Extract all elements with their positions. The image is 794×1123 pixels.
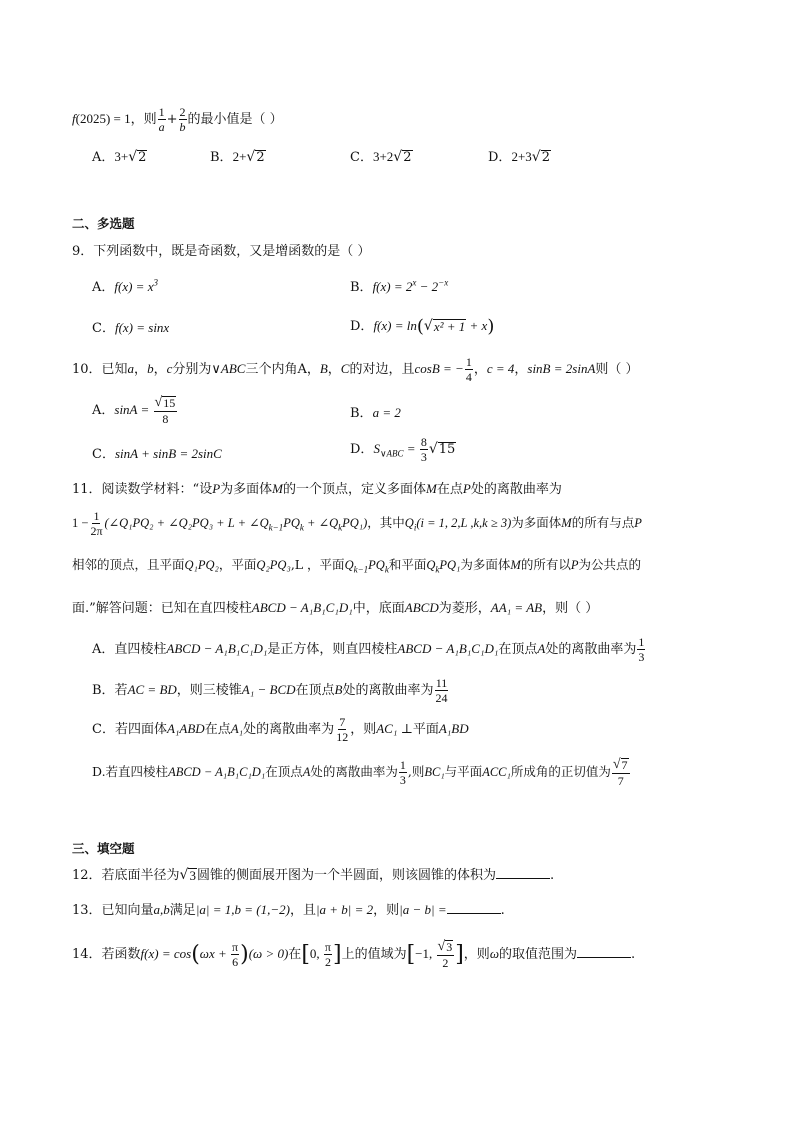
section-heading-fill-in: 三、填空题 xyxy=(72,841,135,856)
q10-option-c[interactable]: C．sinA + sinB = 2sinC xyxy=(92,446,222,462)
q11-option-b[interactable]: B．若AC = BD，则三棱锥A₁ − BCD在顶点B处的离散曲率为 $\frac{11}{24}$ xyxy=(92,676,448,705)
q8-option-d[interactable]: D．2+3 √ 2 xyxy=(488,149,550,166)
q12-answer-blank[interactable] xyxy=(496,878,550,879)
q9-option-d[interactable]: D．f(x) = ln( √ x² + 1 + x) xyxy=(350,316,495,337)
q9-option-c[interactable]: C．f(x) = sinx xyxy=(92,320,170,336)
q14-answer-blank[interactable] xyxy=(577,957,631,958)
q8-stem: f(2025) = 1，则 $\frac{1}{a}$ + $\frac{2}{b}$ 的最小值是（ ） xyxy=(72,105,283,134)
q13-answer-blank[interactable] xyxy=(447,913,501,914)
q8-option-a[interactable]: A．3+ √ 2 xyxy=(92,149,147,166)
q10-option-d[interactable]: D．$S_{\vee ABC}$ = $\frac{8}{3}$ √ 15 xyxy=(350,435,456,464)
q11-option-c[interactable]: C．若四面体A₁ABD在点A₁处的离散曲率为 $\frac{7}{12}$ ，则AC₁ ⊥平面A₁BD xyxy=(92,715,469,744)
section-heading-multi-choice: 二、多选题 xyxy=(72,216,135,231)
q11-line-4: 面.”解答问题：已知在直四棱柱ABCD − A₁B₁C₁D₁中，底面ABCD为菱形，AA₁ = AB，则（ ） xyxy=(72,600,599,616)
q10-option-a[interactable]: A．sinA = √ 15 8 xyxy=(92,395,176,427)
q11-option-d[interactable]: D.若直四棱柱ABCD − A₁B₁C₁D₁在顶点A处的离散曲率为 $\frac{1}{3}$ ,则BC₁与平面ACC₁所成角的正切值为 √ 7 7 xyxy=(92,757,628,789)
fraction-2-over-b: $\frac{2}{b}$ xyxy=(179,105,186,134)
q8-option-c[interactable]: C．3+2 √ 2 xyxy=(350,149,412,166)
q13-stem: 13．已知向量a,b满足|a| = 1,b = (1,−2)，且|a + b| = 2，则|a − b| = . xyxy=(72,902,505,918)
fraction-1-over-a: $\frac{1}{a}$ xyxy=(158,105,165,134)
q9-option-b[interactable]: B．$f(x) = 2^x - 2^{-x}$ xyxy=(350,277,449,295)
q11-option-a[interactable]: A．直四棱柱ABCD − A₁B₁C₁D₁是正方体，则直四棱柱ABCD − A₁B₁C₁D₁在顶点A处的离散曲率为 $\frac{1}{3}$ xyxy=(92,635,645,664)
q11-line-1: 11．阅读数学材料：“设P为多面体M的一个顶点，定义多面体M在点P处的离散曲率为 xyxy=(72,481,562,497)
q11-line-2: 1 − $\frac{1}{2\pi}$ (∠Q₁PQ₂ + ∠Q₂PQ₃ + $L + \angle Q_{k-1}PQ_k$ + $\angle Q_kPQ_1$)，其中$Q_i(i = 1$, 2,L ,k,k ≥ 3)为多面体M的所有与点P xyxy=(72,509,642,538)
q14-stem: 14．若函数f(x) = cos(ωx + $\frac{\pi}{6}$ )(ω > 0)在[0, $\frac{\pi}{2}$ ]上的值域为[−1, √ 3 2 ]，则ω的取值范围为 . xyxy=(72,939,636,971)
q12-stem: 12．若底面半径为 √ 3 圆锥的侧面展开图为一个半圆面，则该圆锥的体积为 . xyxy=(72,867,555,884)
q11-line-3: 相邻的顶点，且平面Q₁PQ₂，平面Q₂PQ₃,L ，平面$Q_{k-1}PQ_k$和平面$Q_kPQ_1$为多面体M的所有以P为公共点的 xyxy=(72,557,642,575)
q9-option-a[interactable]: A．$f(x) = x^3$ xyxy=(92,277,158,295)
q8-option-b[interactable]: B．2+ √ 2 xyxy=(210,149,265,166)
q9-stem: 9．下列函数中，既是奇函数，又是增函数的是（ ） xyxy=(72,244,371,259)
q10-option-b[interactable]: B．a = 2 xyxy=(350,405,401,421)
q10-stem: 10．已知a，b，c分别为∨ABC三个内角A，B，C的对边，且cosB = − $\frac{1}{4}$ ，c = 4，sinB = 2sinA则（ ） xyxy=(72,355,639,384)
